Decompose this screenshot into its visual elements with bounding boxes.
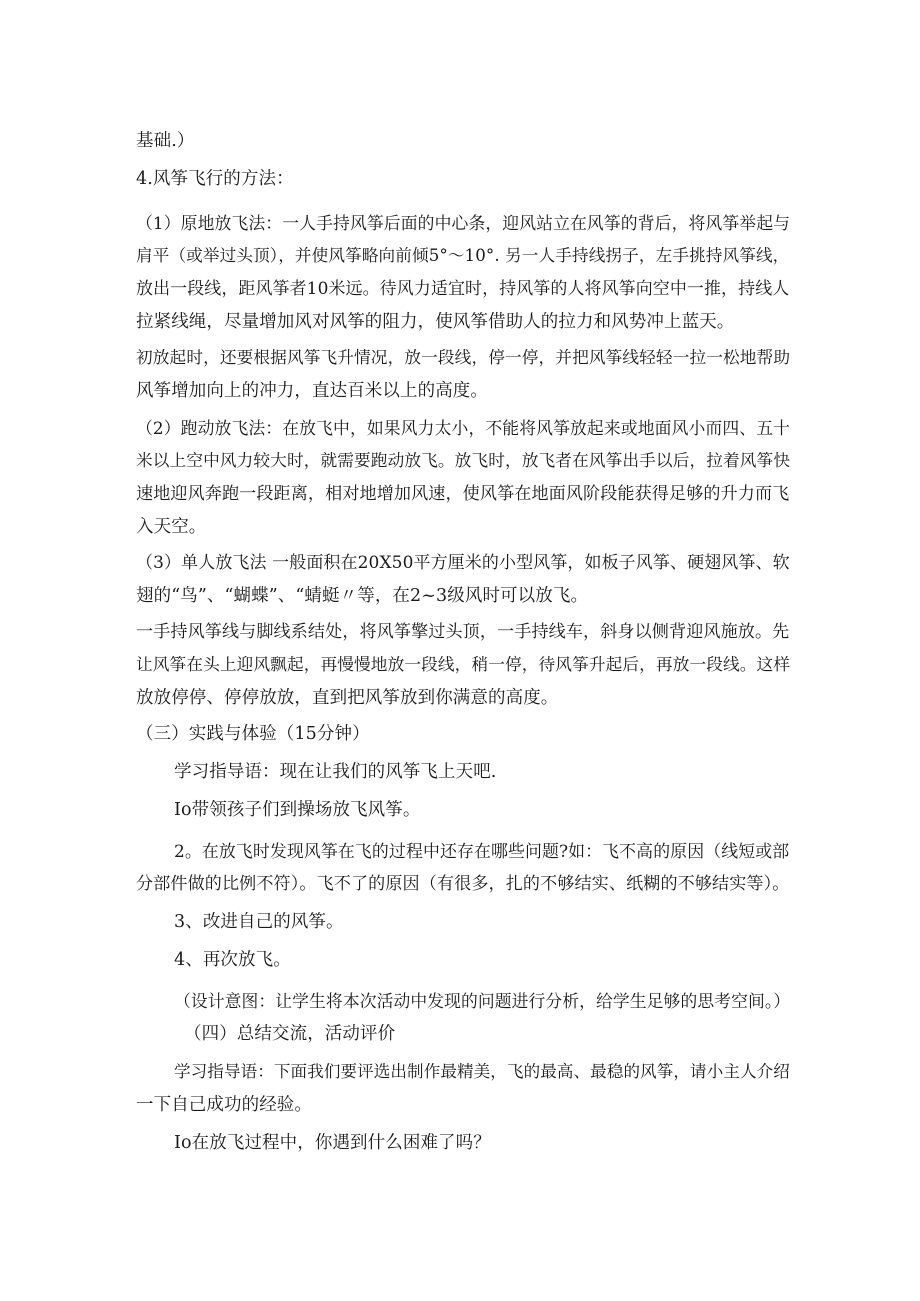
text-line: 风筝增加向上的冲力，直达百米以上的高度。 [136,381,488,401]
text-line: 入天空。 [136,517,207,537]
text-line: 放放停停、停停放放，直到把风筝放到你满意的高度。 [136,688,559,708]
text-line: （2）跑动放飞法：在放飞中，如果风力太小，不能将风筝放起来或地面风小而四、五十 [136,418,791,438]
text-line: 学习指导语：下面我们要评选出制作最精美，飞的最高、最稳的风筝，请小主人介绍 [174,1062,790,1081]
text-line: 初放起时，还要根据风筝飞升情况，放一段线，停一停，并把风筝线轻轻一拉一松地帮助 [136,348,791,367]
text-line: 一手持风筝线与脚线系结处，将风筝擎过头顶，一手持线车，斜身以侧背迎风施放。先 [136,622,790,642]
design-intent-note: （设计意图：让学生将本次活动中发现的问题进行分析，给学生足够的思考空间。） [174,991,791,1011]
section-heading: （四）总结交流，活动评价 [184,1024,396,1044]
text-line: 基础.） [136,131,195,151]
text-line: 一下自己成功的经验。 [136,1095,312,1115]
section-heading: （三）实践与体验（15分钟） [136,724,370,744]
text-line: （1）原地放飞法：一人手持风筝后面的中心条，迎风站立在风筝的背后，将风筝举起与 [136,213,791,233]
text-line: 让风筝在头上迎风飘起，再慢慢地放一段线，稍一停，待风筝升起后，再放一段线。这样 [136,655,791,674]
text-line: （3）单人放飞法 一般面积在20X50平方厘米的小型风筝，如板子风筝、硬翅风筝、软 [136,553,790,573]
text-line: 肩平（或举过头顶），并使风筝略向前倾5°～10°. 另一人手持线拐子，左手挑持风筝线， [136,246,790,265]
text-line: 速地迎风奔跑一段距离，相对地增加风速，使风筝在地面风阶段能获得足够的升力而飞 [136,484,790,504]
text-line: 拉紧线绳，尽量增加风对风筝的阻力，使风筝借助人的拉力和风势冲上蓝天。 [136,312,735,332]
text-line: Io在放飞过程中，你遇到什么困难了吗？ [174,1133,491,1153]
text-line: Io带领孩子们到操场放飞风筝。 [174,800,421,820]
text-line: 米以上空中风力较大时，就需要跑动放飞。放飞时，放飞者在风筝出手以后，拉着风筝快 [136,451,791,470]
text-line: 翅的“鸟”、“蝴蝶”、“蜻蜓〃等，在2~3级风时可以放飞。 [136,586,589,606]
text-line: 3、改进自己的风筝。 [174,912,344,932]
text-line: 分部件做的比例不符）。飞不了的原因（有很多，扎的不够结实、纸糊的不够结实等）。 [136,874,790,894]
text-line: 学习指导语：现在让我们的风筝飞上天吧. [174,762,497,782]
text-line: 4、再次放飞。 [174,950,291,970]
text-line: 2。在放飞时发现风筝在飞的过程中还存在哪些问题?如：飞不高的原因（线短或部 [174,841,790,861]
section-heading: 4.风筝飞行的方法： [136,169,294,189]
text-line: 放出一段线，距风筝者10米远。待风力适宜时，持风筝的人将风筝向空中一推，持线人 [136,279,790,299]
